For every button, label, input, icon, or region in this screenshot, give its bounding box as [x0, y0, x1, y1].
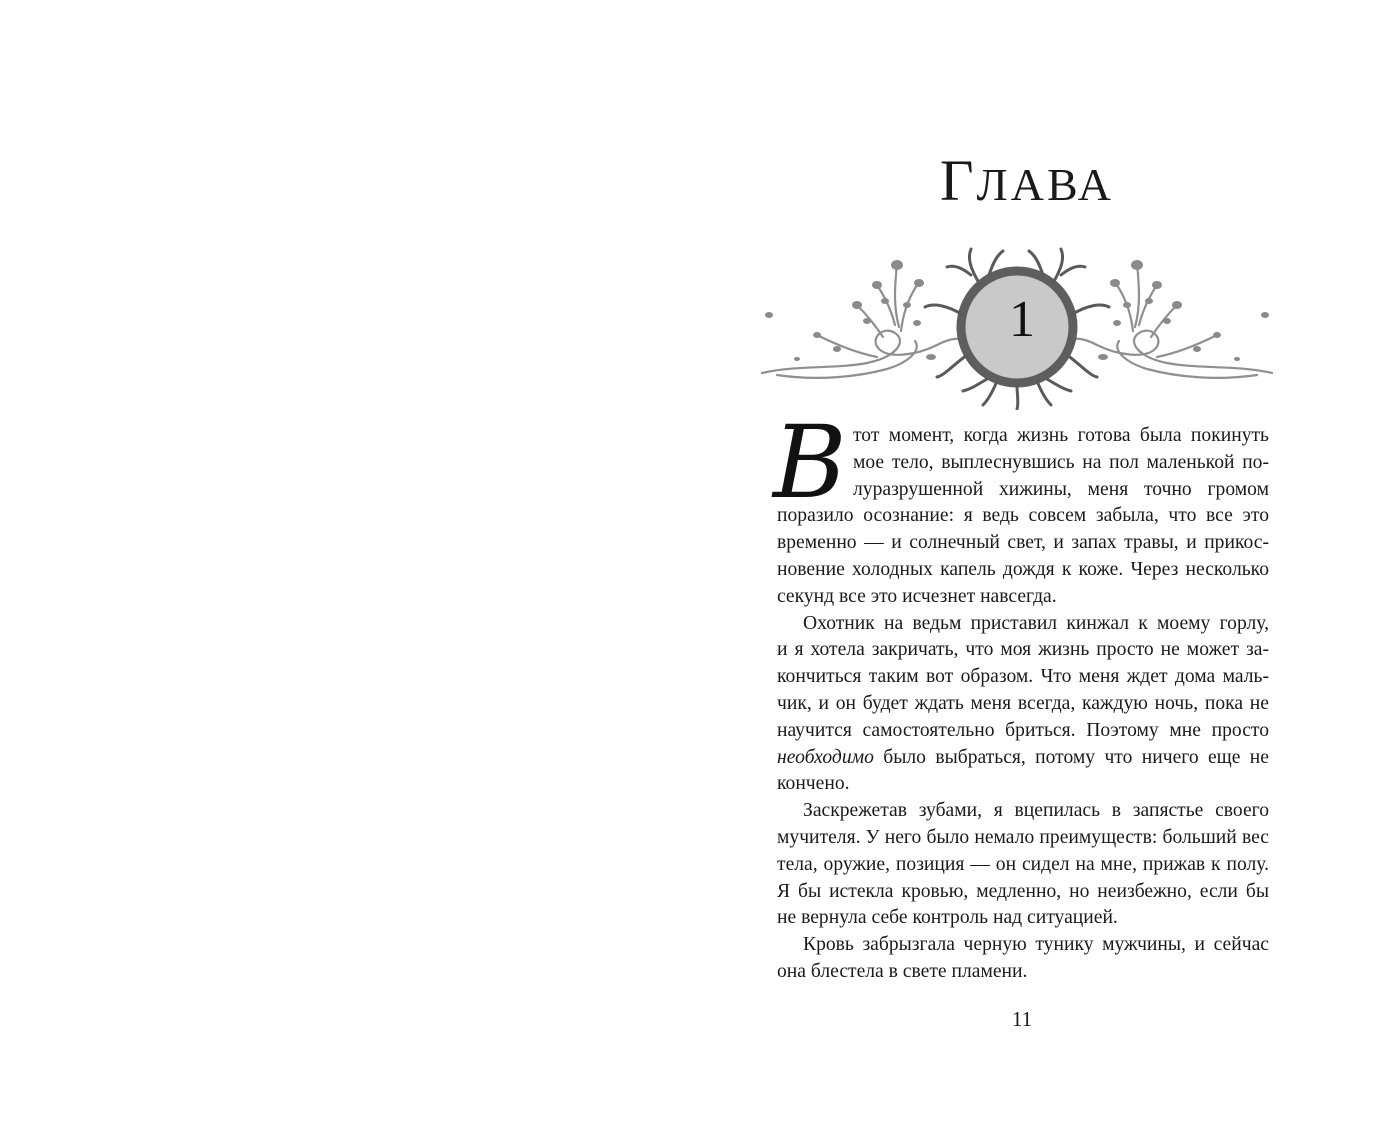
- text-line: научится самостоятельно бриться. Поэтому мне просто: [777, 719, 1269, 741]
- emphasized-word: необходимо: [777, 746, 874, 768]
- text-line: чик, и он будет ждать меня всегда, каждую ночь, пока не: [777, 692, 1269, 714]
- chapter-heading: [940, 148, 1114, 213]
- text-line: Кровь забрызгала черную тунику мужчины, и сейчас: [803, 934, 1269, 956]
- right-page: [697, 0, 1394, 1125]
- text-line: Охотник на ведьм приставил кинжал к моему горлу,: [803, 612, 1269, 634]
- text-line: мое тело, выплеснувшись на пол маленькой по-: [853, 451, 1269, 473]
- text-line: [777, 745, 1269, 772]
- text-line: луразрушенной хижины, меня точно громом: [853, 478, 1269, 500]
- text-line: тела, оружие, позиция — он сидел на мне, прижав к полу.: [777, 853, 1269, 875]
- chapter-heading-initial: Г: [940, 148, 977, 213]
- text-line-rest: было выбраться, потому что ничего еще не: [873, 746, 1269, 768]
- drop-cap: В: [773, 404, 847, 521]
- text-line: новение холодных капель дождя к коже. Через несколько: [777, 558, 1269, 580]
- text-line: Я бы истекла кровью, медленно, но неизбежно, если бы: [777, 880, 1269, 902]
- page-number: 11: [1011, 1007, 1033, 1031]
- text-line: кончиться таким вот образом. Что меня ждет дома маль-: [777, 666, 1269, 688]
- text-line: не вернула себе контроль над ситуацией.: [777, 907, 1118, 929]
- text-line: Заскрежетав зубами, я вцепилась в запястье своего: [803, 800, 1269, 822]
- chapter-heading-rest: ЛАВА: [976, 159, 1114, 210]
- text-line: временно — и солнечный свет, и запах травы, и прикос-: [777, 532, 1269, 554]
- text-line: секунд все это исчезнет навсегда.: [777, 585, 1057, 607]
- text-line: тот момент, когда жизнь готова была покинуть: [853, 425, 1269, 446]
- text-line: мучителя. У него было немало преимуществ: больший вес: [777, 826, 1269, 848]
- text-line: она блестела в свете пламени.: [777, 960, 1028, 982]
- chapter-body-text: [773, 404, 1269, 986]
- chapter-number: 1: [1009, 291, 1035, 348]
- text-line: и я хотела закричать, что моя жизнь просто не может за-: [777, 639, 1269, 661]
- text-line: поразило осознание: я ведь совсем забыла, что все это: [777, 505, 1269, 527]
- text-line: кончено.: [777, 773, 850, 795]
